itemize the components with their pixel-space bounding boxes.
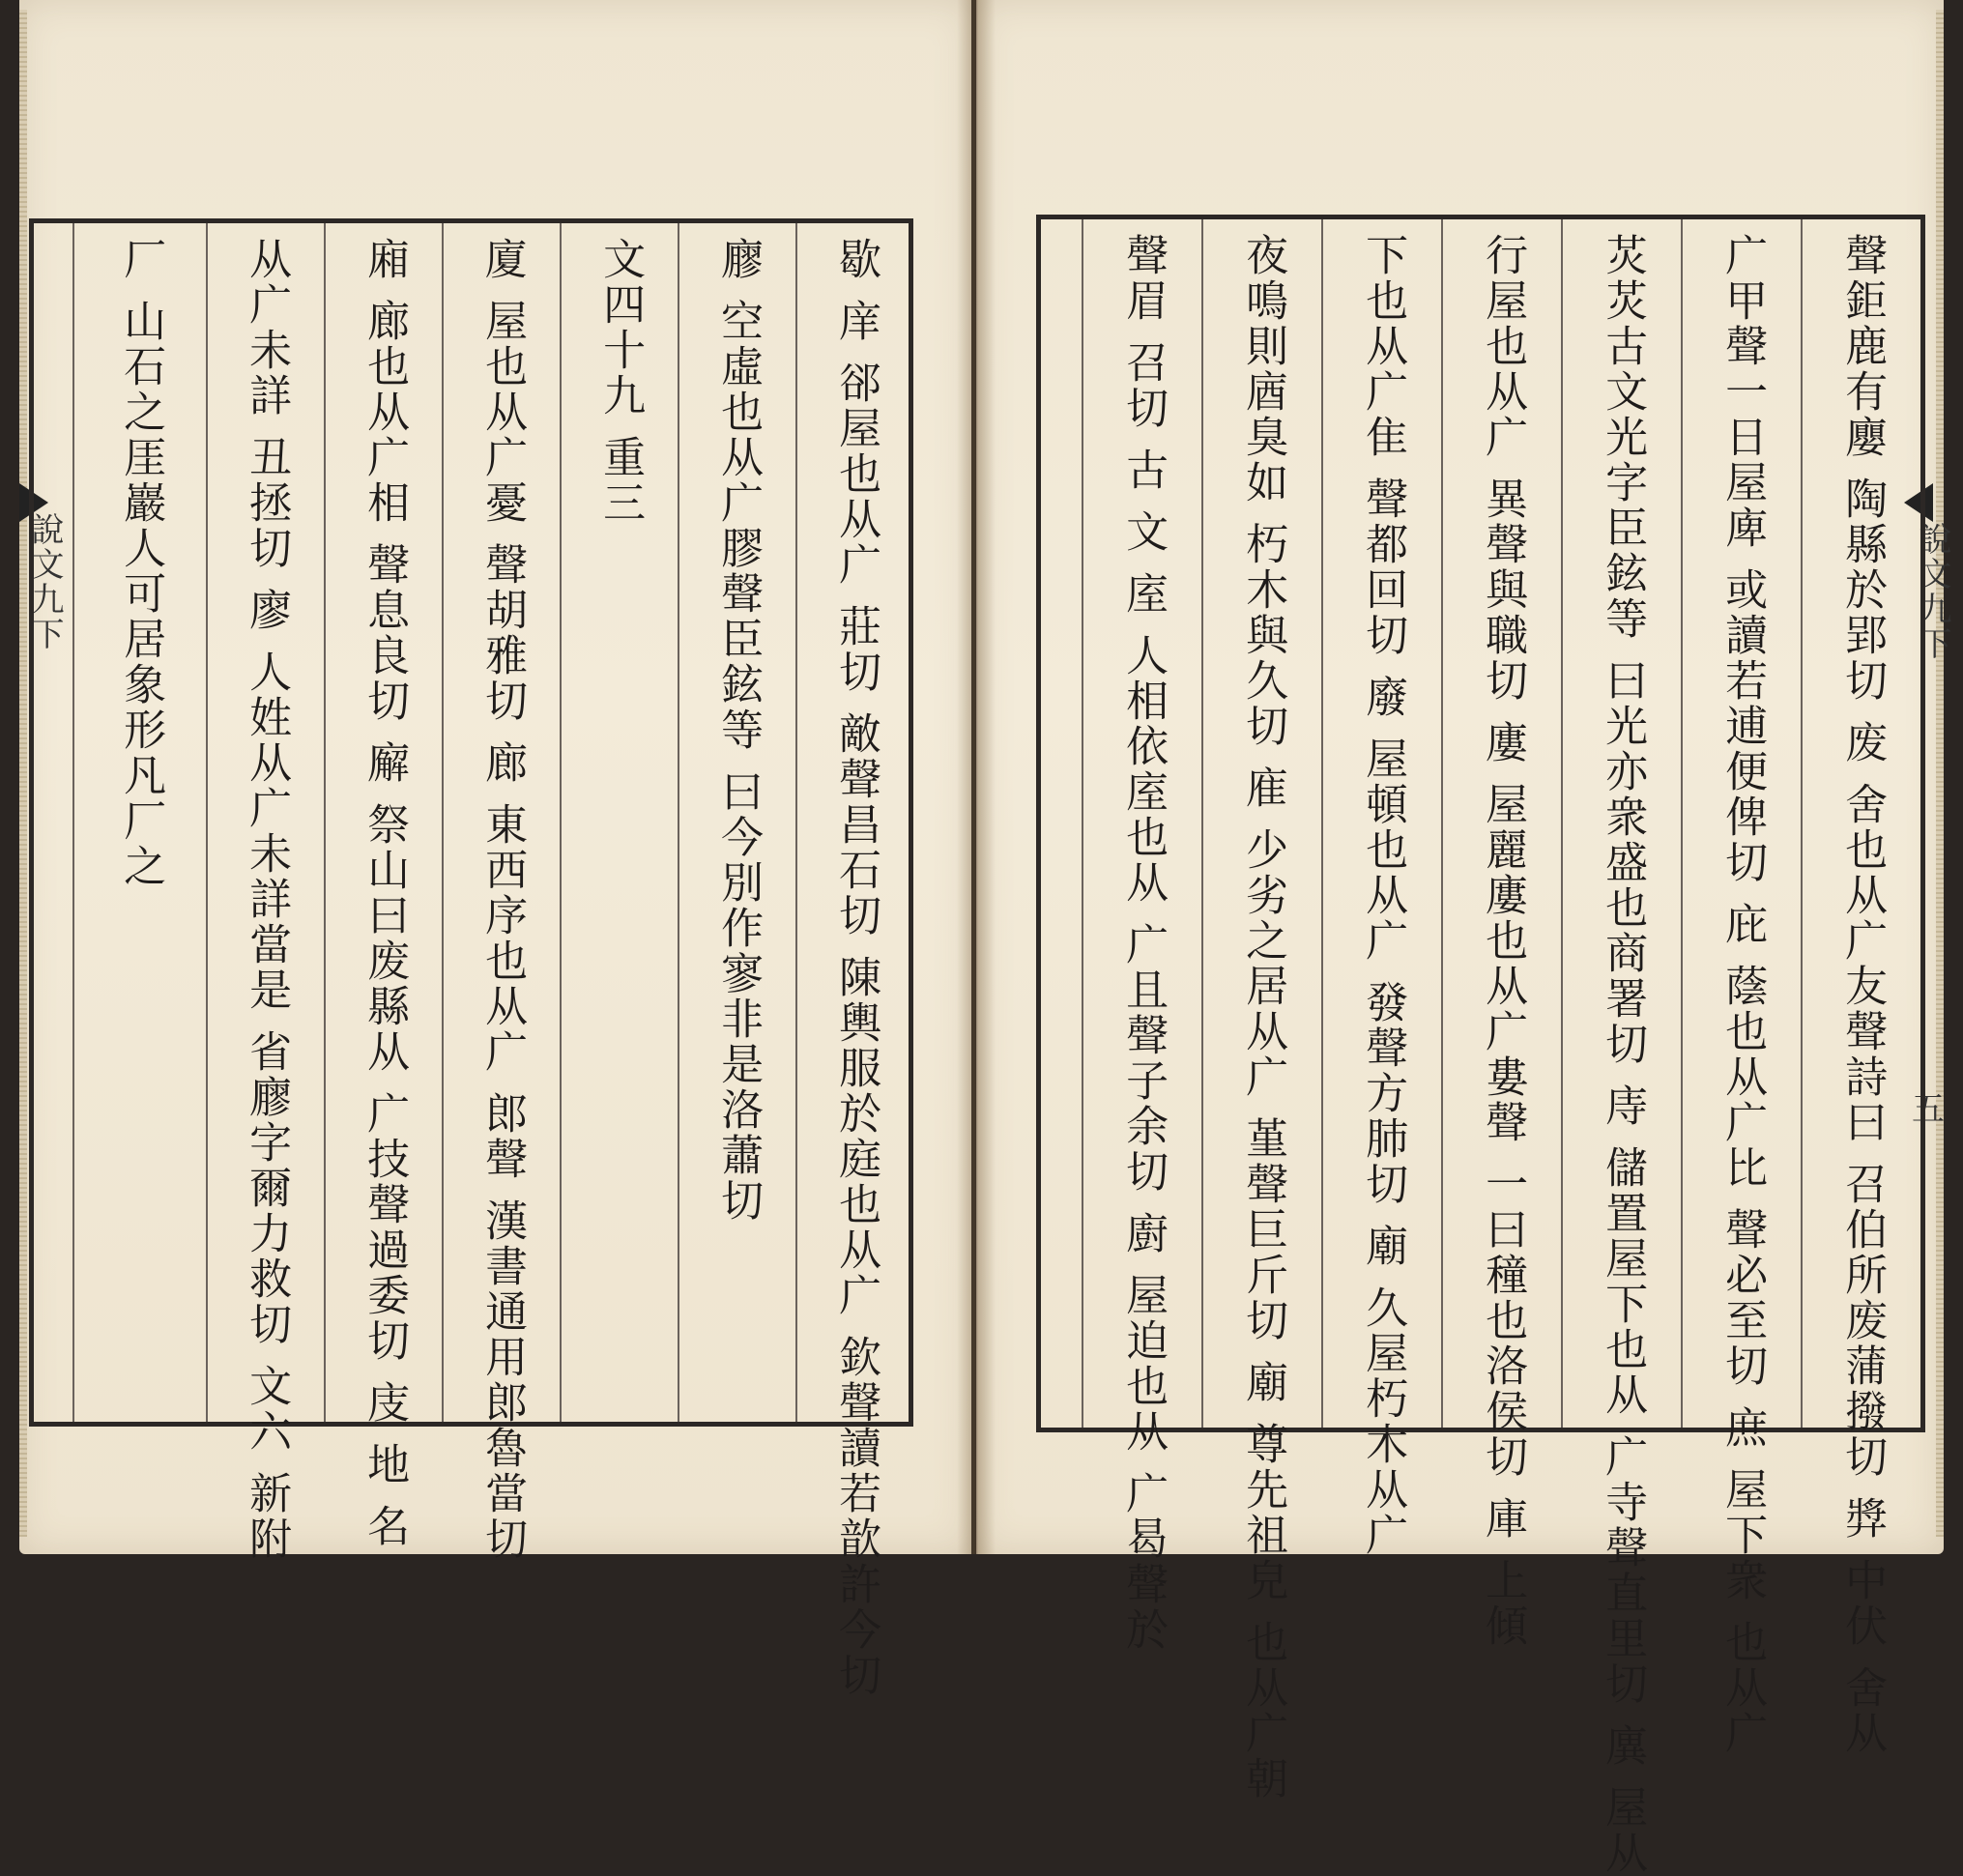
left-column-2 (678, 223, 795, 1422)
right-text-block (1036, 215, 1925, 1876)
left-column-3-text: 文四十九 重三 (595, 237, 646, 526)
folio-number: 五 (1912, 1090, 1945, 1129)
left-text-block (29, 218, 913, 1698)
left-column-7 (72, 223, 206, 1422)
left-column-1 (795, 223, 913, 1698)
left-column-5 (324, 223, 442, 1549)
left-column-3 (560, 223, 678, 1422)
right-column-6-text: 夜鳴則庮臭如 朽木與久切 㢈 少劣之居从广 堇聲巨斤切 廟 尊先祖皃 也从广朝 (1238, 233, 1288, 1802)
right-column-1 (1801, 219, 1920, 1756)
right-column-2 (1681, 219, 1801, 1756)
left-column-7-text: 厂 山石之厓巖人可居象形凡厂之 (116, 237, 166, 889)
right-margin-label: 說文九下 (1913, 522, 1951, 661)
left-column-2-text: 廫 空虛也从广膠聲臣鉉等 曰今別作寥非是洛蕭切 (713, 237, 764, 1224)
right-column-5 (1321, 219, 1441, 1558)
left-column-1-text: 歇 庠 郤屋也从广 莊切 敵聲昌石切 陳輿服於庭也从广 欽聲讀若歆許今切 (831, 237, 881, 1698)
right-column-1-text: 聲鉅鹿有廮 陶縣於郢切 废 舍也从广友聲詩曰 召伯所废蒲撥切 㢡 中伏 舍从 (1837, 233, 1888, 1756)
right-column-7 (1082, 219, 1201, 1653)
right-page-edge (1936, 10, 1944, 1537)
left-column-6-text: 从广未詳 丑拯切 廖 人姓从广未詳當是 省廫字爾力救切 文六 新附 (242, 237, 292, 1562)
book-gutter (957, 0, 996, 1554)
left-column-4 (442, 223, 560, 1562)
left-column-4-text: 廈 屋也从广憂 聲胡雅切 廊 東西序也从广 郎聲 漢書通用郎魯當切 (477, 237, 528, 1562)
left-column-6 (206, 223, 324, 1562)
right-column-4 (1441, 219, 1561, 1649)
left-column-5-text: 廂 廊也从广相 聲息良切 廨 祭山曰废縣从 广技聲過委切 庋 地 名 (360, 237, 410, 1549)
right-column-2-text: 广甲聲一日屋庳 或讀若逋便俾切 庇 蔭也从广比 聲必至切 庶 屋下衆 也从广 (1718, 233, 1768, 1756)
right-column-7-text: 聲眉 召切 古 文 庢 人相依庢也从 广且聲子余切 廚 屋迫也从 广曷聲於 (1118, 233, 1169, 1653)
right-column-6 (1201, 219, 1321, 1802)
right-column-3 (1561, 219, 1681, 1876)
right-column-5-text: 下也从广隹 聲都回切 廢 屋頓也从广 發聲方肺切 廟 久屋朽木从广 (1358, 233, 1408, 1558)
left-margin-label: 說文九下 (25, 512, 64, 651)
right-column-4-text: 行屋也从广 異聲與職切 廔 屋麗廔也从广婁聲 一曰穜也洛侯切 庫 上傾 (1478, 233, 1528, 1649)
left-page-edge (19, 10, 27, 1537)
right-column-3-text: 炗炗古文光字臣鉉等 曰光亦衆盛也商署切 庤 儲置屋下也从 广寺聲直里切 廙 屋从 (1598, 233, 1648, 1876)
